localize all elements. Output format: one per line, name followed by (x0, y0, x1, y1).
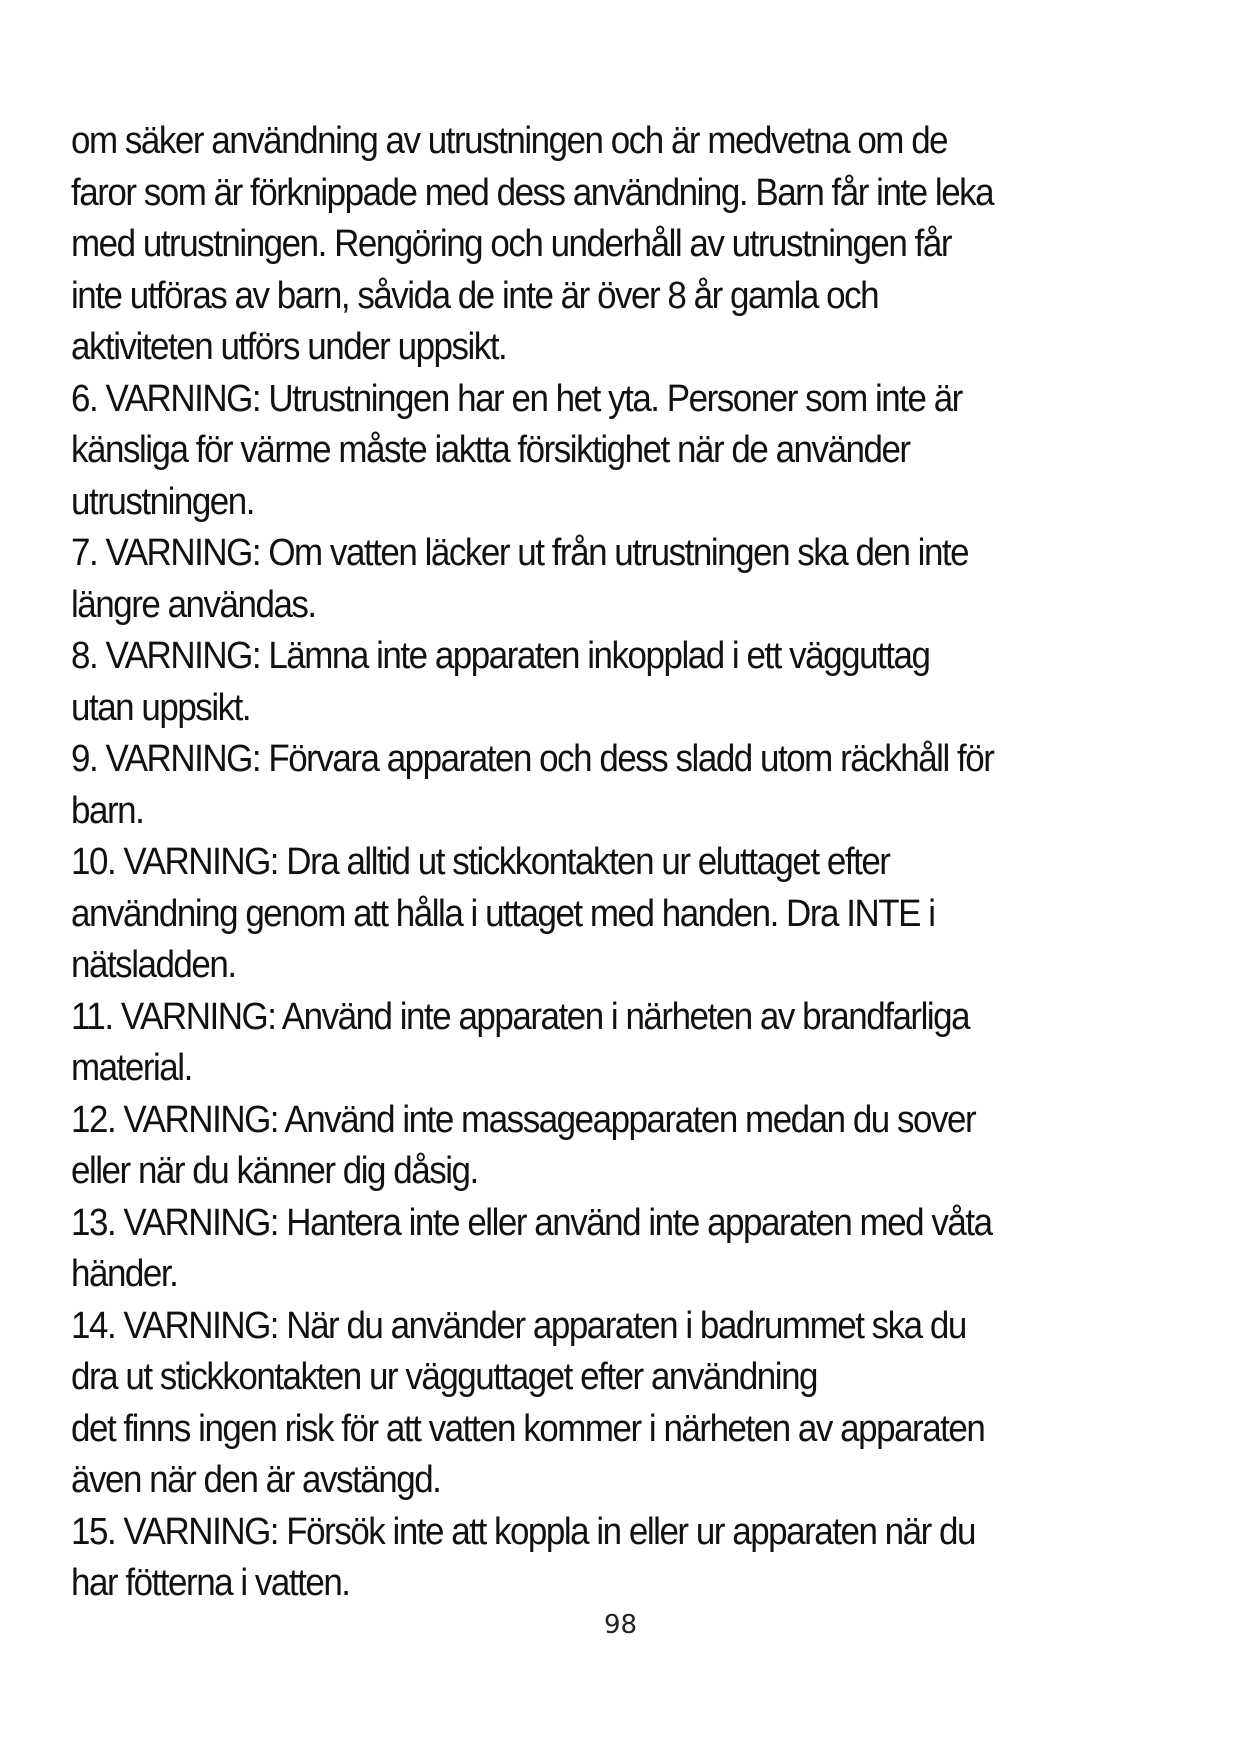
warning-10-line: 10. VARNING: Dra alltid ut stickkontakten ur eluttaget efter (71, 841, 890, 883)
text-line: nätsladden. (71, 944, 236, 986)
text-line: känsliga för värme måste iaktta försiktighet när de använder (71, 429, 910, 471)
warning-15-line: 15. VARNING: Försök inte att koppla in eller ur apparaten när du (71, 1510, 975, 1553)
body-text (71, 116, 1181, 1610)
text-line: om säker användning av utrustningen och är medvetna om de (71, 120, 948, 162)
text-line: det finns ingen risk för att vatten kommer i närheten av apparaten (71, 1407, 985, 1450)
warning-13-line: 13. VARNING: Hantera inte eller använd inte apparaten med våta (71, 1201, 992, 1244)
warning-8-line: 8. VARNING: Lämna inte apparaten inkopplad i ett vägguttag (71, 635, 930, 677)
text-line: faror som är förknippade med dess användning. Barn får inte leka (71, 171, 994, 214)
text-line: eller när du känner dig dåsig. (71, 1150, 478, 1192)
text-line: material. (71, 1047, 192, 1089)
warning-12-line: 12. VARNING: Använd inte massageapparaten medan du sover (71, 1098, 976, 1141)
text-line: utan uppsikt. (71, 686, 251, 729)
text-line: med utrustningen. Rengöring och underhåll av utrustningen får (71, 223, 951, 265)
text-line: barn. (71, 789, 144, 832)
text-line: aktiviteten utförs under uppsikt. (71, 326, 507, 368)
text-line: inte utföras av barn, såvida de inte är över 8 år gamla och (71, 274, 879, 317)
text-line: längre användas. (71, 583, 316, 626)
warning-7-line: 7. VARNING: Om vatten läcker ut från utrustningen ska den inte (71, 532, 969, 574)
text-line: dra ut stickkontakten ur vägguttaget efter användning (71, 1356, 818, 1398)
warning-6-line: 6. VARNING: Utrustningen har en het yta. Personer som inte är (71, 377, 962, 420)
text-line: användning genom att hålla i uttaget med handen. Dra INTE i (71, 892, 935, 935)
warning-9-line: 9. VARNING: Förvara apparaten och dess sladd utom räckhåll för (71, 738, 994, 780)
text-line: händer. (71, 1253, 178, 1295)
warning-11-line: 11. VARNING: Använd inte apparaten i närheten av brandfarliga (71, 995, 970, 1038)
text-line: även när den är avstängd. (71, 1459, 441, 1501)
page-number: 98 (603, 1610, 638, 1640)
warning-14-line: 14. VARNING: När du använder apparaten i badrummet ska du (71, 1304, 966, 1347)
text-line: utrustningen. (71, 480, 254, 523)
text-line: har fötterna i vatten. (71, 1562, 350, 1604)
